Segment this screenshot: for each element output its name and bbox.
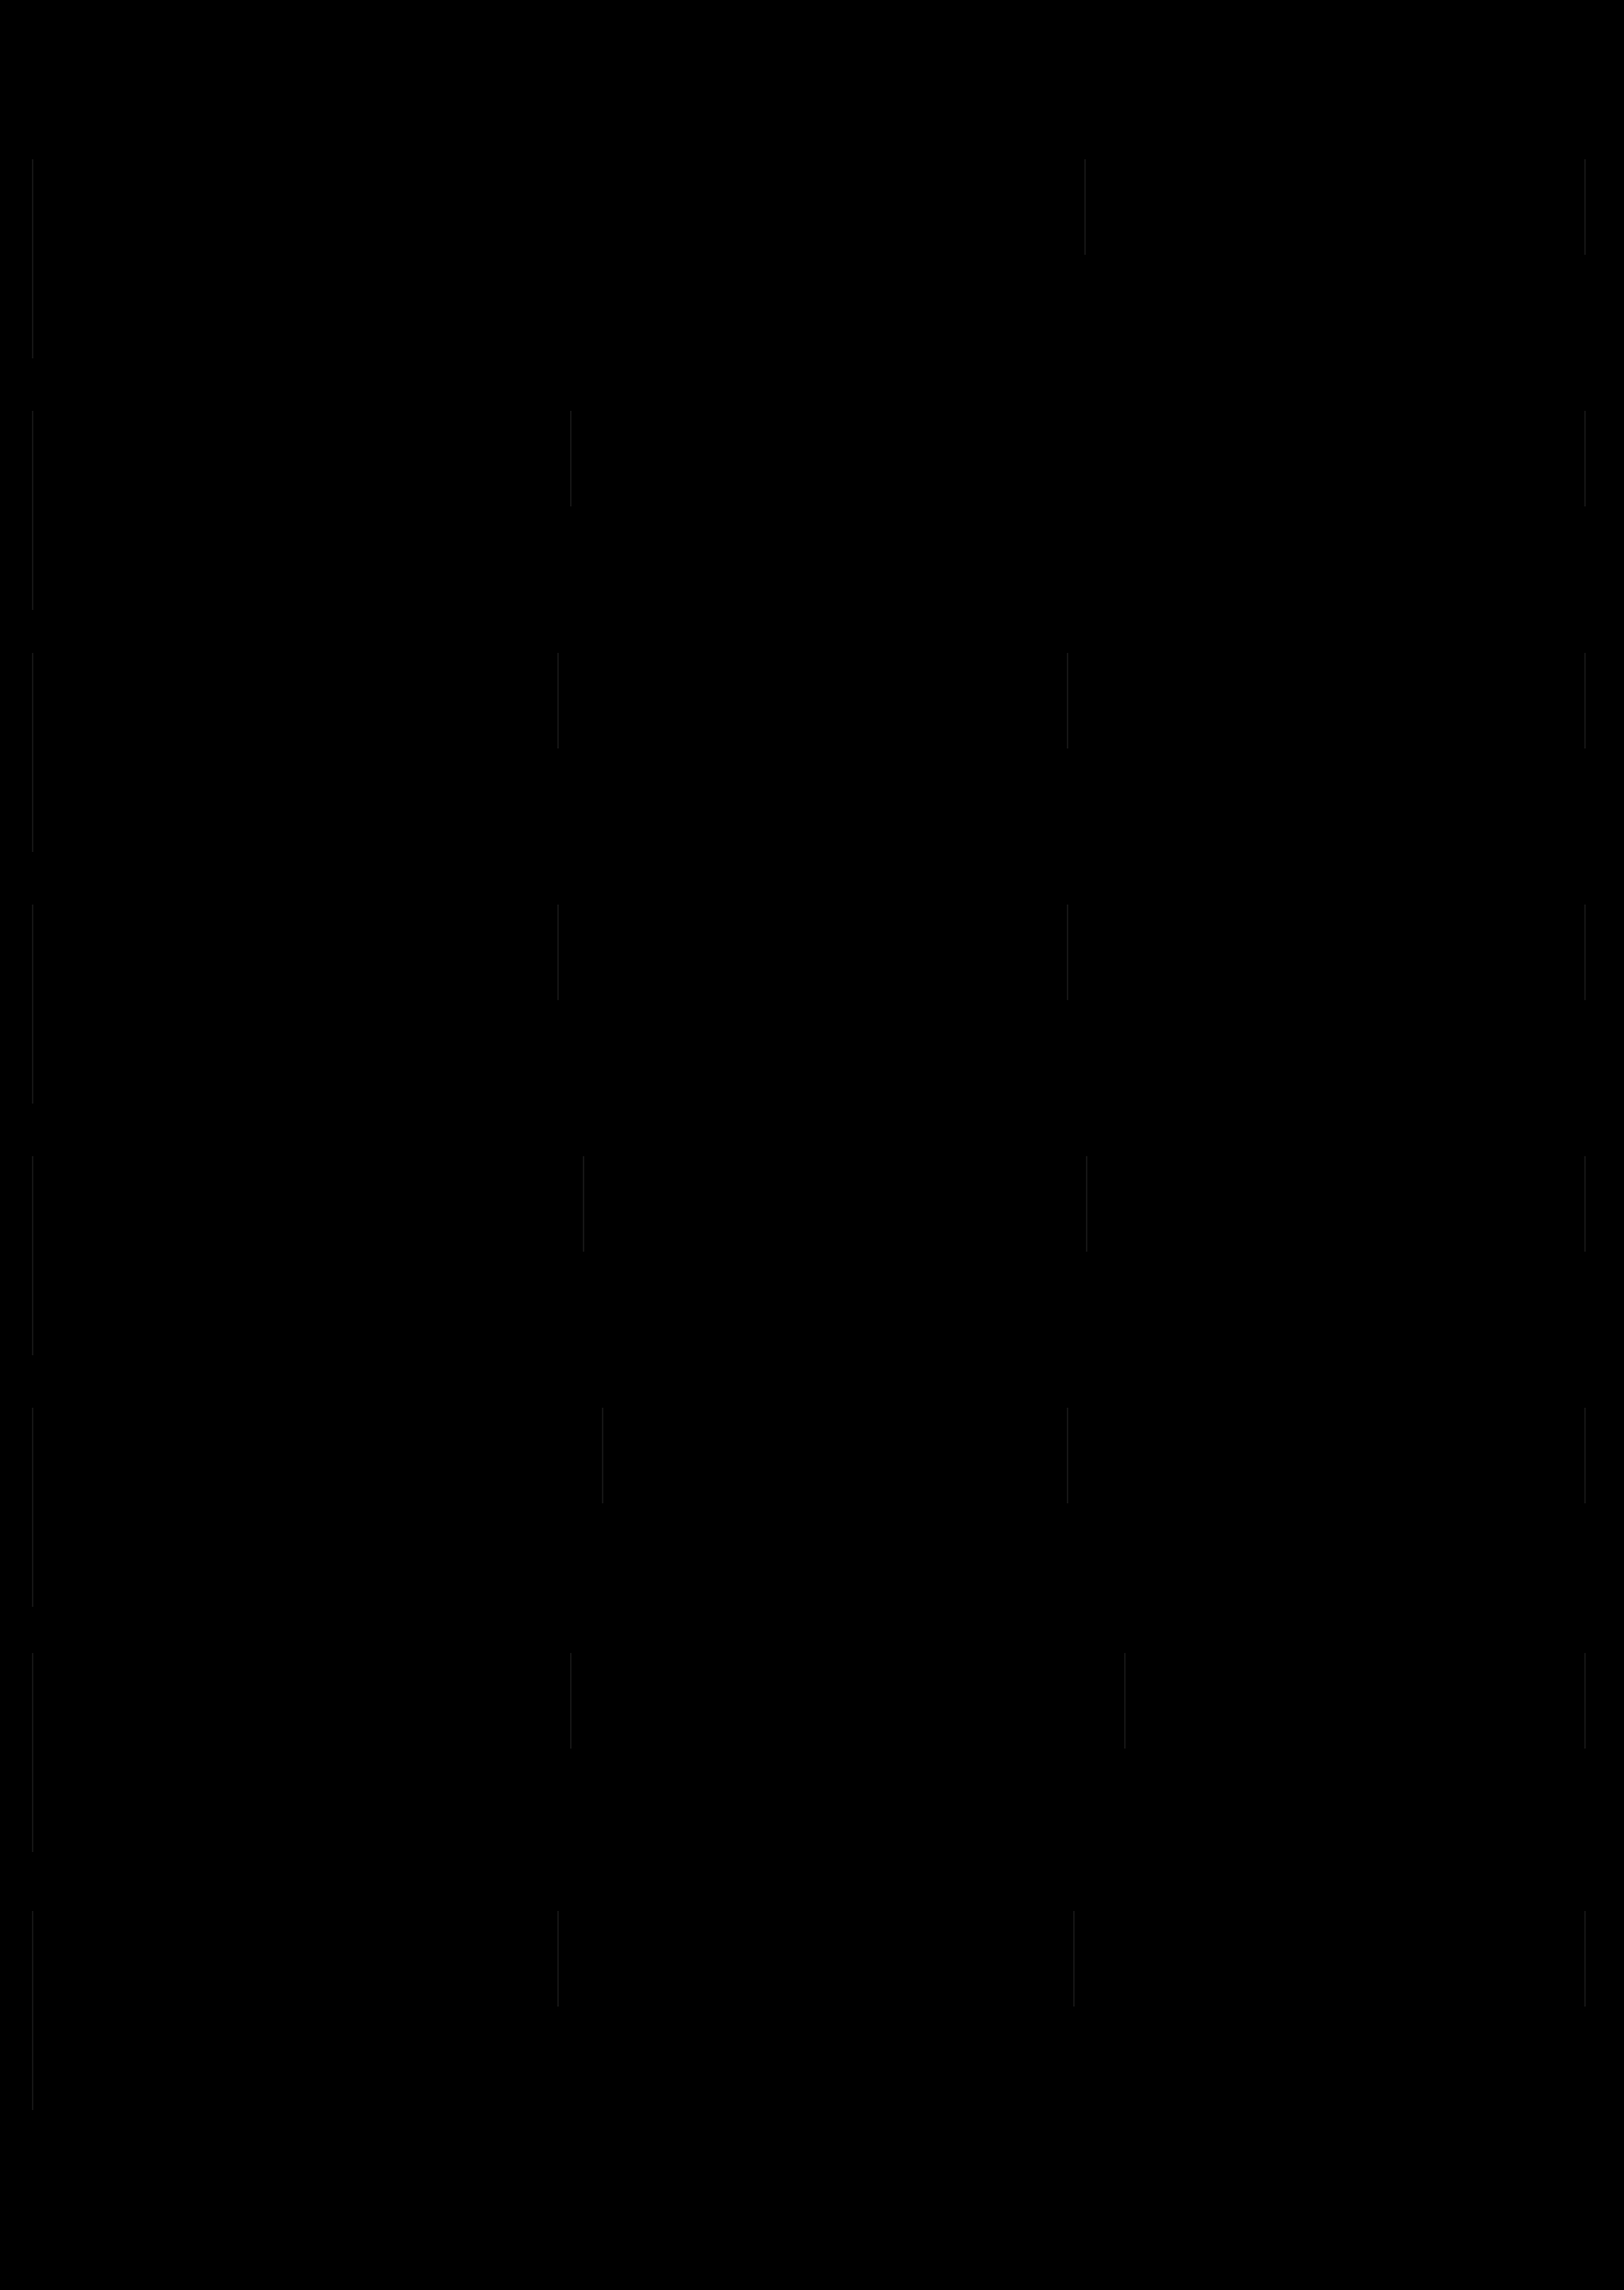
column-rule-mark bbox=[557, 653, 559, 748]
column-rule-mark bbox=[1067, 653, 1068, 748]
column-rule-mark bbox=[1584, 1911, 1586, 2007]
column-rule-mark bbox=[557, 1911, 559, 2007]
column-rule-mark bbox=[1584, 1408, 1586, 1503]
column-rule-mark bbox=[602, 1408, 603, 1503]
column-rule-mark bbox=[1073, 1911, 1075, 2007]
column-rule-mark bbox=[32, 411, 33, 610]
column-rule-mark bbox=[32, 1156, 33, 1355]
column-rule-mark bbox=[32, 1911, 33, 2110]
column-rule-mark bbox=[32, 653, 33, 852]
column-rule-mark bbox=[1584, 411, 1586, 506]
column-rule-mark bbox=[570, 1653, 572, 1749]
column-rule-mark bbox=[1124, 1653, 1126, 1749]
column-rule-mark bbox=[32, 1653, 33, 1852]
column-rule-mark bbox=[1584, 1156, 1586, 1252]
column-rule-mark bbox=[1084, 159, 1086, 255]
column-rule-mark bbox=[1584, 905, 1586, 1000]
column-rule-mark bbox=[1584, 159, 1586, 255]
column-rule-mark bbox=[557, 905, 559, 1000]
column-rule-mark bbox=[32, 159, 33, 358]
column-rule-mark bbox=[32, 905, 33, 1104]
column-rule-mark bbox=[1584, 653, 1586, 748]
column-rule-mark bbox=[1067, 905, 1068, 1000]
column-rule-mark bbox=[32, 1408, 33, 1607]
column-rule-mark bbox=[1086, 1156, 1087, 1252]
column-rule-mark bbox=[570, 411, 572, 506]
column-rule-mark bbox=[1584, 1653, 1586, 1749]
column-rule-mark bbox=[1067, 1408, 1068, 1503]
column-rule-mark bbox=[583, 1156, 584, 1252]
